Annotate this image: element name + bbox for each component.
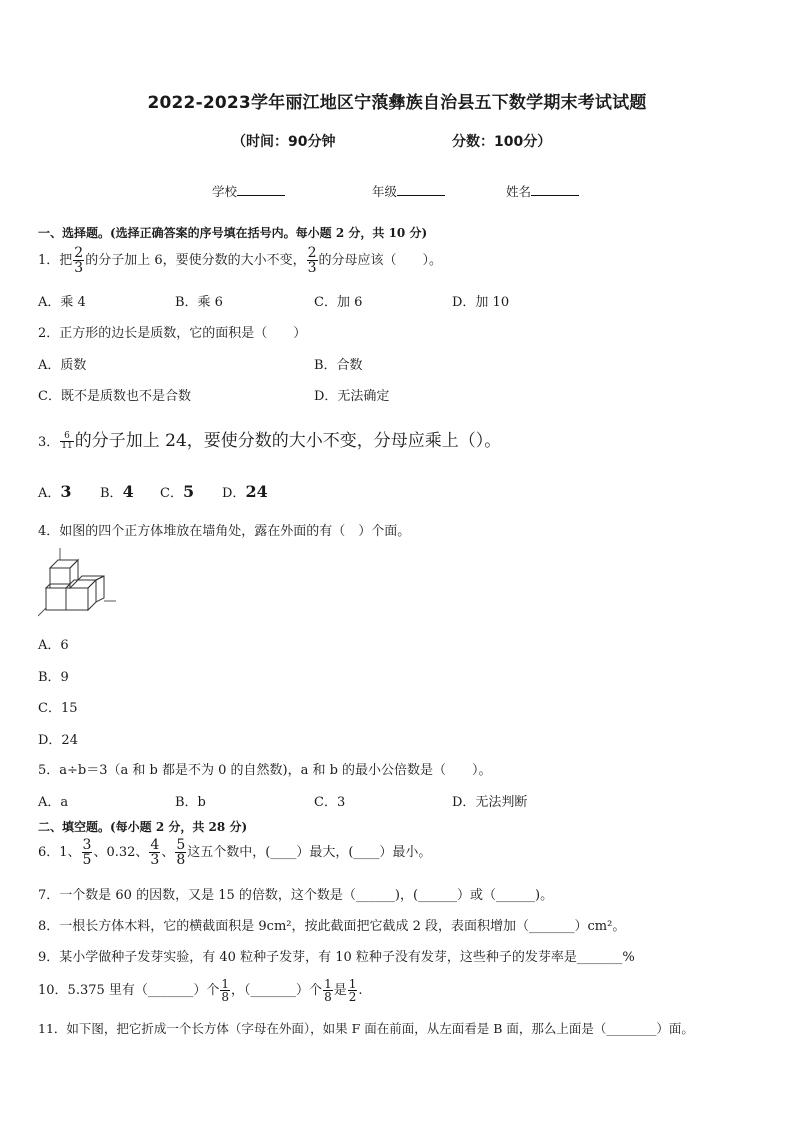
grade-blank xyxy=(397,185,445,196)
q10-fraction-2: $\frac{1}{8}$ xyxy=(324,977,332,1004)
section-1-heading: 一、选择题。(选择正确答案的序号填在括号内。每小题 2 分，共 10 分) xyxy=(38,226,428,240)
q2-option-a: A．质数 xyxy=(38,358,87,373)
q4-option-c: C．15 xyxy=(38,701,78,716)
question-11: 11．如下图，把它折成一个长方体（字母在外面），如果 F 面在前面，从左面看是 B 面，那么上面是（________）面。 xyxy=(38,1021,694,1036)
q6-fraction-2: $\frac{4}{3}$ xyxy=(150,837,160,868)
q3-fraction: $\frac{6}{11}$ xyxy=(61,431,73,451)
q1-mid: 的分子加上 6，要使分数的大小不变， xyxy=(85,253,306,268)
name-label: 姓名 xyxy=(506,184,532,199)
grade-field xyxy=(372,182,445,200)
school-field xyxy=(212,182,285,200)
q5-option-d: D．无法判断 xyxy=(452,795,528,810)
name-field xyxy=(506,182,579,200)
q2-option-c: C．既不是质数也不是合数 xyxy=(38,389,191,404)
q10-fraction-3: $\frac{1}{2}$ xyxy=(348,977,357,1004)
q3-option-c: C．5 xyxy=(160,482,195,501)
total-score: 分数：100分） xyxy=(452,134,552,150)
q2-option-b: B．合数 xyxy=(314,358,363,373)
school-blank xyxy=(237,185,285,196)
question-4: 4．如图的四个正方体堆放在墙角处，露在外面的有（ ）个面。 xyxy=(38,524,411,539)
q6-fraction-3: $\frac{5}{8}$ xyxy=(176,837,186,868)
q3-option-d: D．24 xyxy=(222,482,268,501)
time-limit: （时间：90分钟 xyxy=(232,134,336,150)
q4-option-a: A．6 xyxy=(38,638,69,653)
q1-prefix: 1．把 xyxy=(38,253,73,268)
q3-prefix: 3． xyxy=(38,435,60,450)
q5-option-c: C．3 xyxy=(314,795,346,810)
q5-option-b: B．b xyxy=(175,795,206,810)
q10-fraction-1: $\frac{1}{8}$ xyxy=(221,977,230,1004)
q5-option-a: A．a xyxy=(38,795,69,810)
q1-option-d: D．加 10 xyxy=(452,295,510,310)
stacked-cubes-diagram xyxy=(38,548,120,622)
name-blank xyxy=(531,185,579,196)
question-5: 5．a÷b＝3（a 和 b 都是不为 0 的自然数)，a 和 b 的最小公倍数是（ ）。 xyxy=(38,763,492,778)
question-8: 8．一根长方体木料，它的横截面积是 9cm²，按此截面把它截成 2 段，表面积增加（_______）cm²。 xyxy=(38,919,626,934)
question-9: 9．某小学做种子发芽实验，有 40 粒种子发芽，有 10 粒种子没有发芽，这些种子的发芽率是_______% xyxy=(38,950,635,965)
q4-option-d: D．24 xyxy=(38,733,78,748)
question-7: 7．一个数是 60 的因数，又是 15 的倍数，这个数是（______)，(______）或（______)。 xyxy=(38,888,554,903)
question-10: 10．5.375 里有（_______）个 $\frac{1}{8}$ ，（_______）个 $\frac{1}{8}$ 是 $\frac{1}{2}$ . xyxy=(38,977,363,1004)
q1-option-b: B．乘 6 xyxy=(175,295,223,310)
q3-option-b: B．4 xyxy=(100,482,134,501)
exam-title: 2022-2023学年丽江地区宁蒗彝族自治县五下数学期末考试试题 xyxy=(147,93,647,113)
q1-fraction-1: $\frac{2}{3}$ xyxy=(74,245,84,276)
q3-option-a: A．3 xyxy=(38,482,72,501)
grade-label: 年级 xyxy=(372,184,398,199)
q2-option-d: D．无法确定 xyxy=(314,389,390,404)
q1-fraction-2: $\frac{2}{3}$ xyxy=(307,245,317,276)
q6-fraction-1: $\frac{3}{5}$ xyxy=(82,837,92,868)
question-3 xyxy=(38,426,501,451)
question-1 xyxy=(38,246,442,275)
school-label: 学校 xyxy=(212,184,238,199)
section-2-heading: 二、填空题。(每小题 2 分，共 28 分) xyxy=(38,820,248,834)
q1-option-a: A．乘 4 xyxy=(38,295,86,310)
question-6: 6．1、 $\frac{3}{5}$ 、0.32、 $\frac{4}{3}$ 、 $\frac{5}{8}$ 这五个数中，(____）最大，(____）最小。 xyxy=(38,837,432,868)
q1-option-c: C．加 6 xyxy=(314,295,363,310)
q1-suffix: 的分母应该（ ）。 xyxy=(318,253,443,268)
question-2: 2．正方形的边长是质数，它的面积是（ ） xyxy=(38,326,307,341)
q3-text: 的分子加上 24，要使分数的大小不变，分母应乘上（）。 xyxy=(74,431,502,451)
q4-option-b: B．9 xyxy=(38,670,69,685)
